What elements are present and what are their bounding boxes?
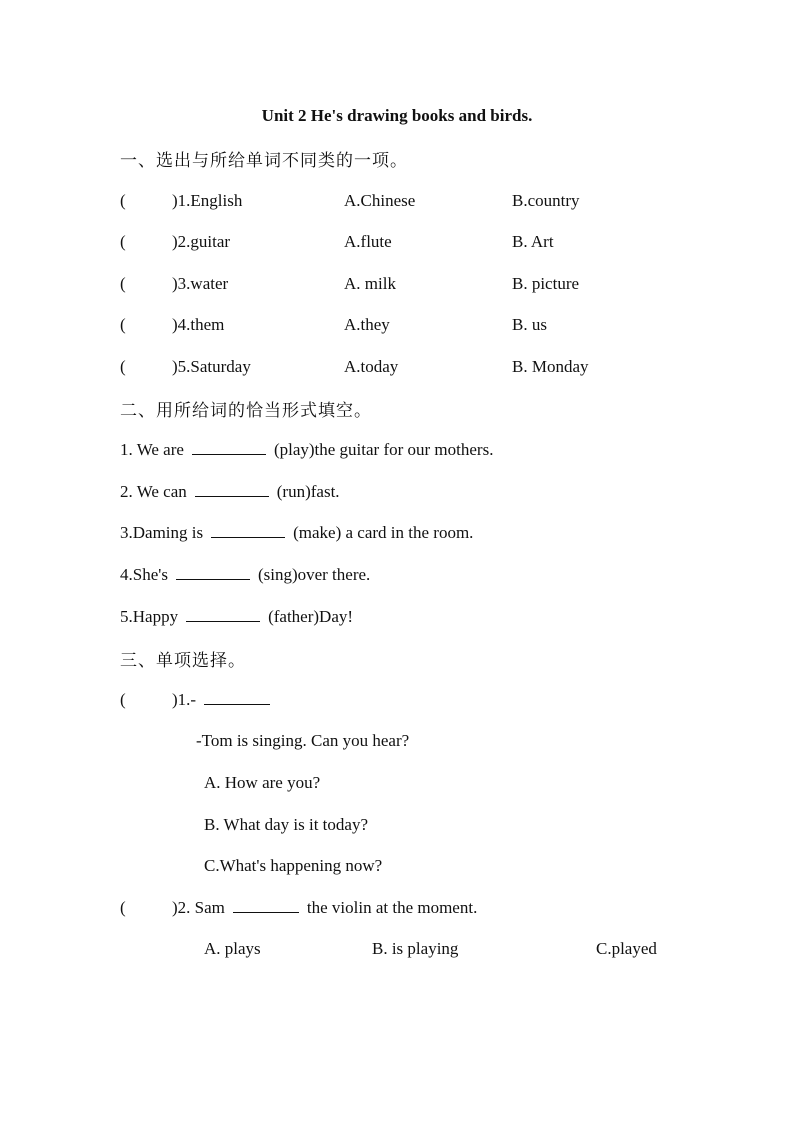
answer-paren: ( (120, 274, 126, 293)
question-word: )3.water (172, 274, 229, 293)
question-text: the violin at the moment. (306, 898, 478, 917)
question-word: )5.Saturday (172, 357, 251, 376)
s2-question-3 (120, 521, 473, 545)
answer-blank[interactable] (176, 563, 250, 580)
question-text: 2. We can (120, 482, 187, 501)
option-b: B. Art (512, 232, 554, 251)
option-a: A. plays (204, 939, 261, 958)
section3-heading: 三、单项选择。 (120, 651, 246, 671)
question-text: 5.Happy (120, 607, 179, 626)
option-c: C.played (596, 939, 657, 958)
option-a: A. How are you? (204, 773, 321, 792)
option-a: A.flute (344, 232, 392, 251)
option-b: B. us (512, 315, 547, 334)
option-c: C.What's happening now? (204, 856, 383, 875)
question-text: (sing)over there. (257, 565, 371, 584)
answer-blank[interactable] (211, 521, 285, 538)
answer-paren: ( (120, 191, 126, 210)
answer-blank[interactable] (204, 688, 270, 705)
question-word: )4.them (172, 315, 225, 334)
question-text: (make) a card in the room. (293, 523, 474, 542)
question-text: (run)fast. (276, 482, 340, 501)
option-b: B.country (512, 191, 580, 210)
option-b: B. picture (512, 274, 580, 293)
answer-paren: ( (120, 315, 126, 334)
option-a: A.today (344, 357, 399, 376)
question-text: )2. Sam (172, 898, 225, 917)
section2-heading: 二、用所给词的恰当形式填空。 (120, 401, 372, 421)
question-text: 4.She's (120, 565, 168, 584)
option-a: A. milk (344, 274, 396, 293)
question-text: (father)Day! (268, 607, 354, 626)
dialogue-reply: -Tom is singing. Can you hear? (196, 731, 410, 750)
question-word: )1.English (172, 191, 243, 210)
option-a: A.they (344, 315, 390, 334)
s2-question-5 (120, 605, 353, 629)
question-text: (play)the guitar for our mothers. (273, 440, 494, 459)
question-word: )2.guitar (172, 232, 231, 251)
answer-blank[interactable] (233, 896, 299, 913)
answer-paren: ( (120, 357, 126, 376)
answer-blank[interactable] (192, 438, 266, 455)
answer-paren: ( (120, 690, 126, 709)
page-title: Unit 2 He's drawing books and birds. (261, 106, 533, 125)
question-prompt (172, 896, 477, 920)
s2-question-4 (120, 563, 370, 587)
question-text: )1.- (172, 690, 197, 709)
section1-heading: 一、选出与所给单词不同类的一项。 (120, 151, 408, 171)
question-text: 1. We are (120, 440, 184, 459)
s2-question-2 (120, 480, 340, 504)
question-prompt (172, 688, 278, 712)
answer-paren: ( (120, 898, 126, 917)
s2-question-1 (120, 438, 493, 462)
option-b: B. What day is it today? (204, 815, 368, 834)
answer-blank[interactable] (195, 480, 269, 497)
answer-paren: ( (120, 232, 126, 251)
option-a: A.Chinese (344, 191, 416, 210)
question-text: 3.Daming is (120, 523, 204, 542)
answer-blank[interactable] (186, 605, 260, 622)
option-b: B. Monday (512, 357, 589, 376)
option-b: B. is playing (372, 939, 459, 958)
